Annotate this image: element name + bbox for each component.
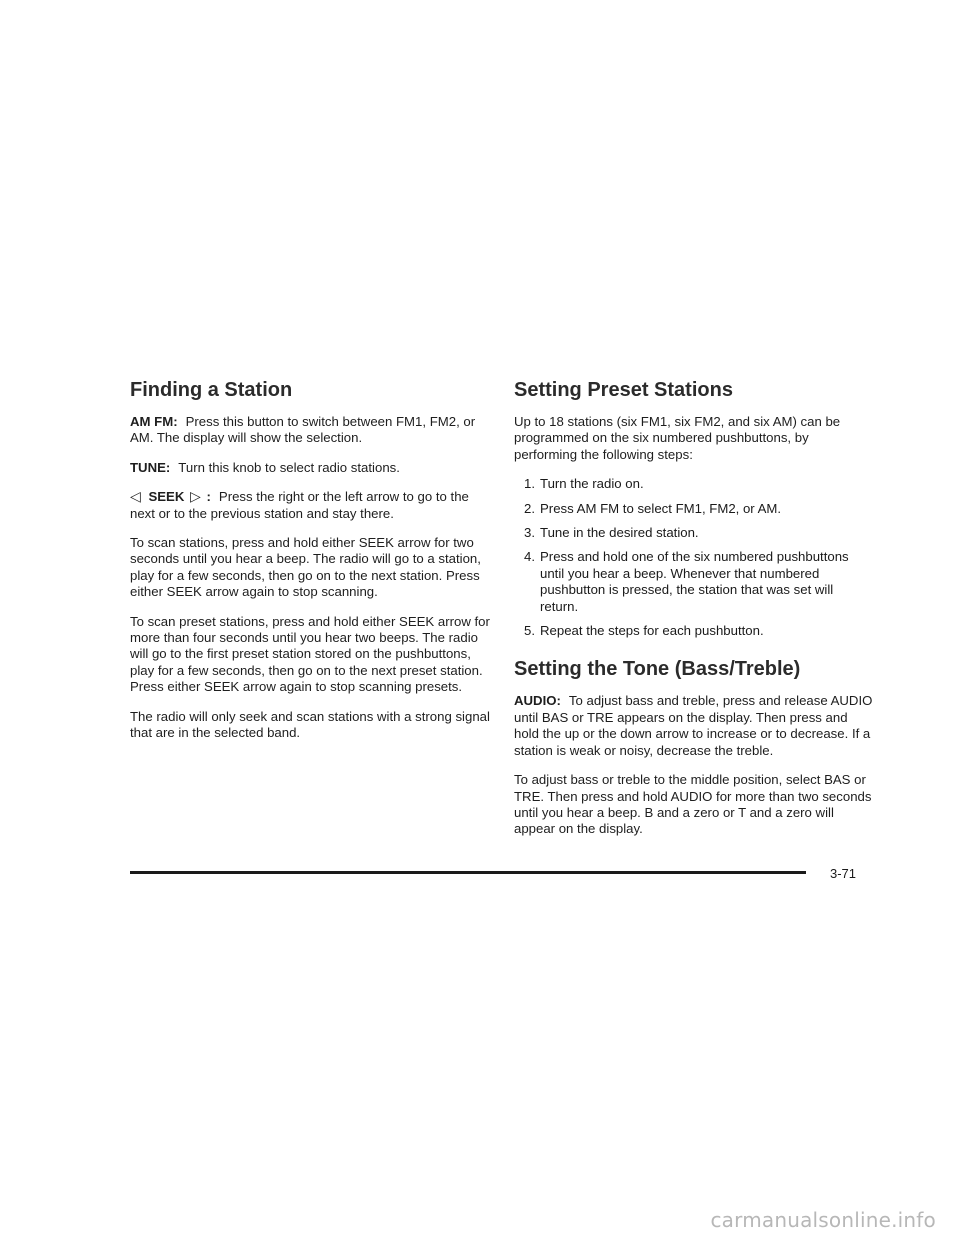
left-column [130,376,490,755]
seek-term: SEEK [148,489,185,505]
seek-paragraph [130,489,490,522]
seek-text-rest: the next or to the previous station and stay there. [130,489,469,521]
footer-divider [130,871,806,874]
tone-middle-paragraph: To adjust bass or treble to the middle position, select BAS or TRE. Then press and hold AUDIO for more than two seconds until you hear a beep. B and a zero or T and a zero will appear on the display. [514,772,872,837]
seek-colon: : [206,489,211,505]
right-column [514,376,874,851]
scan-presets-paragraph: To scan preset stations, press and hold either SEEK arrow for more than four seconds until you hear two beeps. The radio will go to the first preset station stored on the pushbuttons, play for a few seconds, then go on to the next preset station. Press either SEEK arrow again to stop scanning presets. [130,613,490,695]
tune-term: TUNE: [130,459,171,475]
presets-intro-paragraph: Up to 18 stations (six FM1, six FM2, and six AM) can be programmed on the six numbered pushbuttons, by performing the following steps: [514,414,841,462]
scan-stations-paragraph: To scan stations, press and hold either SEEK arrow for two seconds until you hear a beep. The radio will go to a station, play for a few seconds, then go on to the next station. Press either SEEK arrow again to stop scanning. [130,535,481,600]
tune-text: Turn this knob to select radio stations. [178,459,400,475]
page-number: 3-71 [830,866,857,881]
heading-finding-a-station: Finding a Station [130,379,293,401]
heading-setting-preset-stations: Setting Preset Stations [514,379,733,401]
seek-left-arrow-icon: ◁ [130,489,141,506]
tune-paragraph [130,460,490,476]
list-item: 5. Repeat the steps for each pushbutton. [524,623,764,639]
am-fm-text: Press this button to switch between FM1, FM2, or AM. The display will show the selection. [130,414,476,446]
am-fm-term: AM FM: [130,414,178,429]
am-fm-paragraph [130,414,490,447]
list-item: 1. Turn the radio on. [524,476,644,492]
preset-steps-list [514,476,874,639]
heading-setting-the-tone: Setting the Tone (Bass/Treble) [514,658,801,681]
watermark-text: carmanualsonline.info [710,1208,936,1232]
audio-text: To adjust bass and treble, press and release AUDIO until BAS or TRE appears on the display. Then press and hold the up or the down arrow to increase or to decrease. If a station is weak or noisy, decrease the treble. [514,693,873,758]
seek-signal-paragraph: The radio will only seek and scan stations with a strong signal that are in the selected band. [130,708,490,741]
list-item: 4. Press and hold one of the six numbered pushbuttons until you hear a beep. Whenever that numbered pushbutton is pressed, the station that was set will return. [524,549,849,614]
seek-text-first: Press the right or the left arrow to go to [218,489,447,505]
audio-paragraph [514,693,874,759]
audio-term: AUDIO: [514,693,561,709]
list-item: 3. Tune in the desired station. [524,525,699,541]
seek-right-arrow-icon: ▷ [190,489,201,506]
list-item: 2. Press AM FM to select FM1, FM2, or AM. [524,500,782,516]
